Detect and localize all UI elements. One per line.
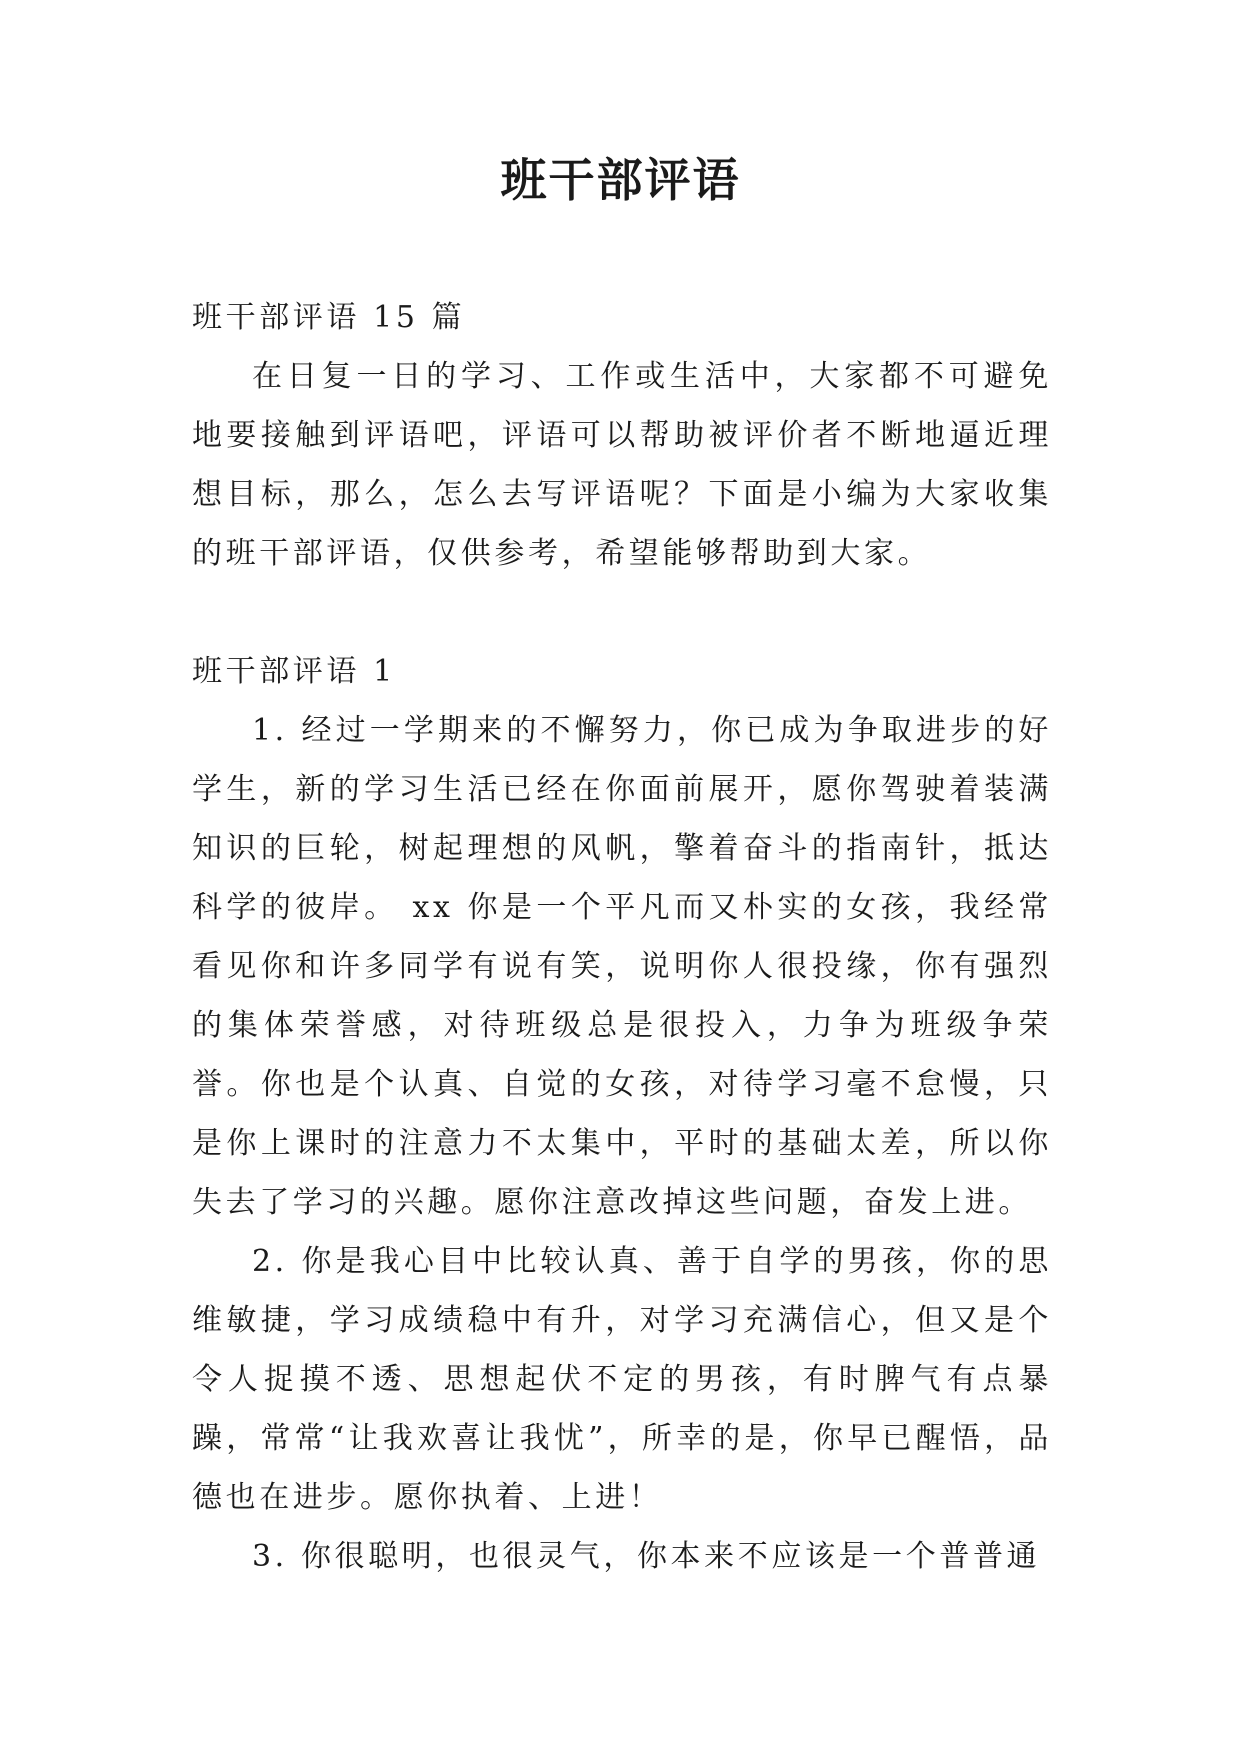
comment-paragraph-2: 2. 你是我心目中比较认真、善于自学的男孩，你的思维敏捷，学习成绩稳中有升，对学习充满信心，但又是个令人捉摸不透、思想起伏不定的男孩，有时脾气有点暴躁，常常“让我欢喜让我忧”，所幸的是，你早已醒悟，品德也在进步。愿你执着、上进！	[192, 1244, 1052, 1515]
section-spacer	[192, 583, 1052, 642]
document-body	[192, 288, 1052, 1586]
comment-paragraph-1: 1. 经过一学期来的不懈努力，你已成为争取进步的好学生，新的学习生活已经在你面前展开，愿你驾驶着装满知识的巨轮，树起理想的风帆，擎着奋斗的指南针，抵达科学的彼岸。 xx 你是一个平凡而又朴实的女孩，我经常看见你和许多同学有说有笑，说明你人很投缘，你有强烈的集体荣誉感，对待班级总是很投入，力争为班级争荣誉。你也是个认真、自觉的女孩，对待学习毫不怠慢，只是你上课时的注意力不太集中，平时的基础太差，所以你失去了学习的兴趣。愿你注意改掉这些问题，奋发上进。	[192, 713, 1052, 1220]
comment-paragraph-3: 3. 你很聪明，也很灵气，你本来不应该是一个普普通	[252, 1539, 1041, 1574]
intro-paragraph: 在日复一日的学习、工作或生活中，大家都不可避免地要接触到评语吧，评语可以帮助被评价者不断地逼近理想目标，那么，怎么去写评语呢？下面是小编为大家收集的班干部评语，仅供参考，希望能够帮助到大家。	[192, 359, 1052, 571]
section-heading: 班干部评语 1	[192, 654, 396, 689]
document-title: 班干部评语	[500, 153, 741, 207]
document-subtitle: 班干部评语 15 篇	[192, 300, 466, 335]
